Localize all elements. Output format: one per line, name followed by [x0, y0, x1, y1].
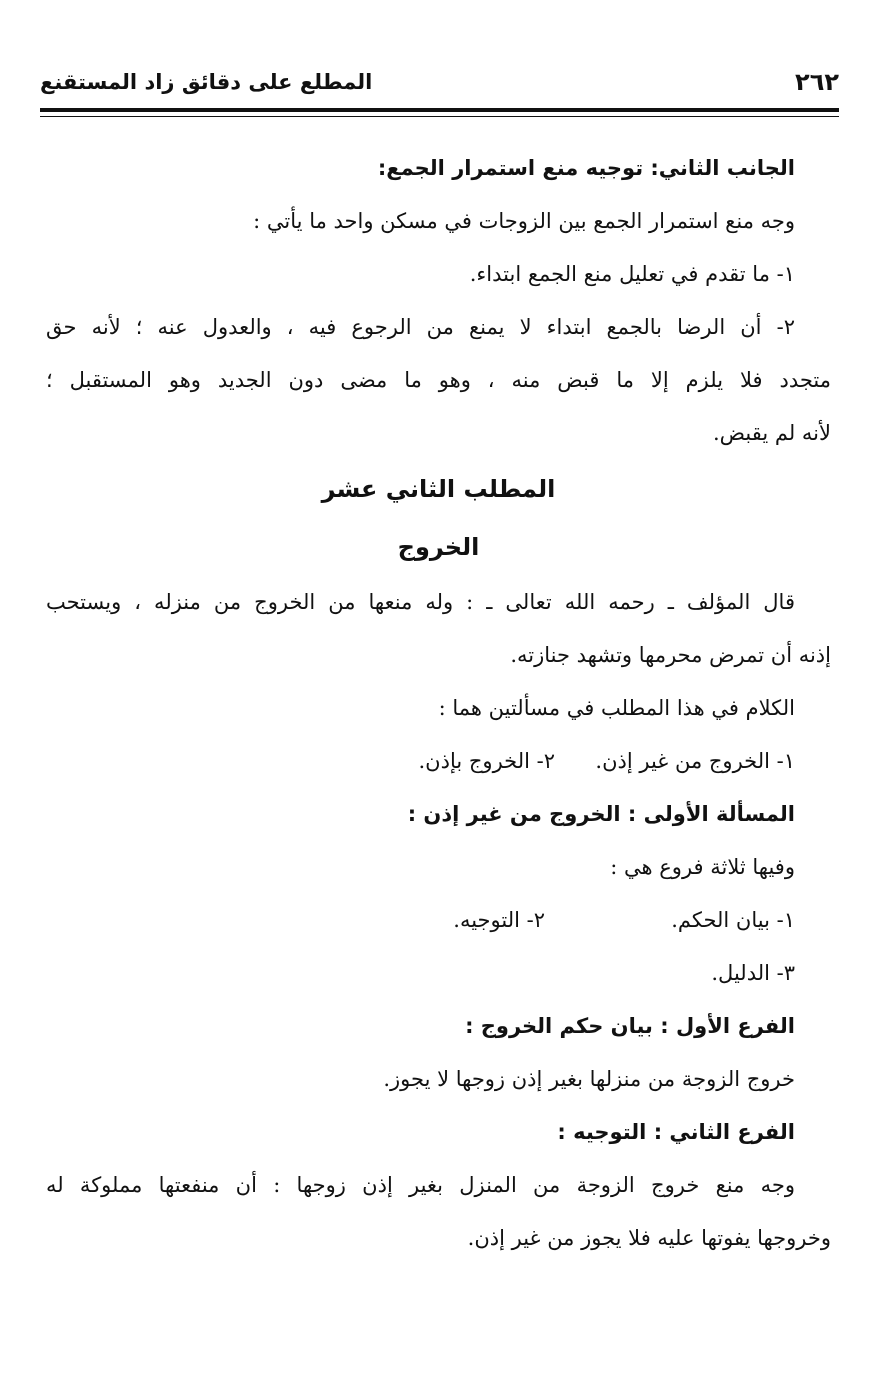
- aspect2-point2-line1: ٢- أن الرضا بالجمع ابتداء لا يمنع من الرجوع فيه ، والعدول عنه ؛ لأنه حق: [46, 315, 795, 339]
- branch1-heading: الفرع الأول : بيان حكم الخروج :: [465, 1014, 795, 1038]
- quote-line1: قال المؤلف ـ رحمه الله تعالى ـ : وله منعها من الخروج من منزله ، ويستحب: [46, 590, 795, 614]
- issue1-intro: وفيها ثلاثة فروع هي :: [610, 855, 795, 879]
- aspect2-heading: الجانب الثاني: توجيه منع استمرار الجمع:: [377, 156, 795, 180]
- section-subtitle: الخروج: [397, 533, 480, 561]
- aspect2-point2-line2: متجدد فلا يلزم إلا ما قبض منه ، وهو ما مضى دون الجديد وهو المستقبل ؛: [46, 368, 831, 392]
- aspect2-point2-line3: لأنه لم يقبض.: [712, 421, 831, 445]
- page-body: [46, 142, 831, 1265]
- branch2-text-line1: وجه منع خروج الزوجة من المنزل بغير إذن زوجها : أن منفعتها مملوكة له: [46, 1173, 795, 1197]
- page-header: [40, 68, 839, 108]
- aspect2-point1: ١- ما تقدم في تعليل منع الجمع ابتداء.: [469, 262, 795, 286]
- branch2-text-line2: وخروجها يفوتها عليه فلا يجوز من غير إذن.: [467, 1226, 831, 1250]
- issue1-heading: المسألة الأولى : الخروج من غير إذن :: [407, 802, 795, 826]
- branch1-text: خروج الزوجة من منزلها بغير إذن زوجها لا يجوز.: [383, 1067, 795, 1091]
- branch-item: ٣- الدليل.: [711, 961, 795, 985]
- aspect2-intro: وجه منع استمرار الجمع بين الزوجات في مسكن واحد ما يأتي :: [253, 209, 795, 233]
- branch2-heading: الفرع الثاني : التوجيه :: [557, 1120, 795, 1144]
- branch-item: ١- بيان الحكم.: [671, 908, 795, 932]
- branch-item: ٢- التوجيه.: [453, 908, 545, 932]
- section-title: المطلب الثاني عشر: [321, 475, 556, 503]
- page-number: ٢٦٢: [795, 68, 839, 96]
- quote-line2: إذنه أن تمرض محرمها وتشهد جنازته.: [510, 643, 831, 667]
- running-title: المطلع على دقائق زاد المستقنع: [40, 70, 373, 94]
- discussion-intro: الكلام في هذا المطلب في مسألتين هما :: [438, 696, 795, 720]
- header-rule-thin: [40, 116, 839, 117]
- issue-item: ٢- الخروج بإذن.: [418, 749, 555, 773]
- issue-item: ١- الخروج من غير إذن.: [595, 749, 795, 773]
- header-rule-thick: [40, 108, 839, 112]
- branches-list: [46, 894, 831, 947]
- issues-list: [46, 735, 831, 788]
